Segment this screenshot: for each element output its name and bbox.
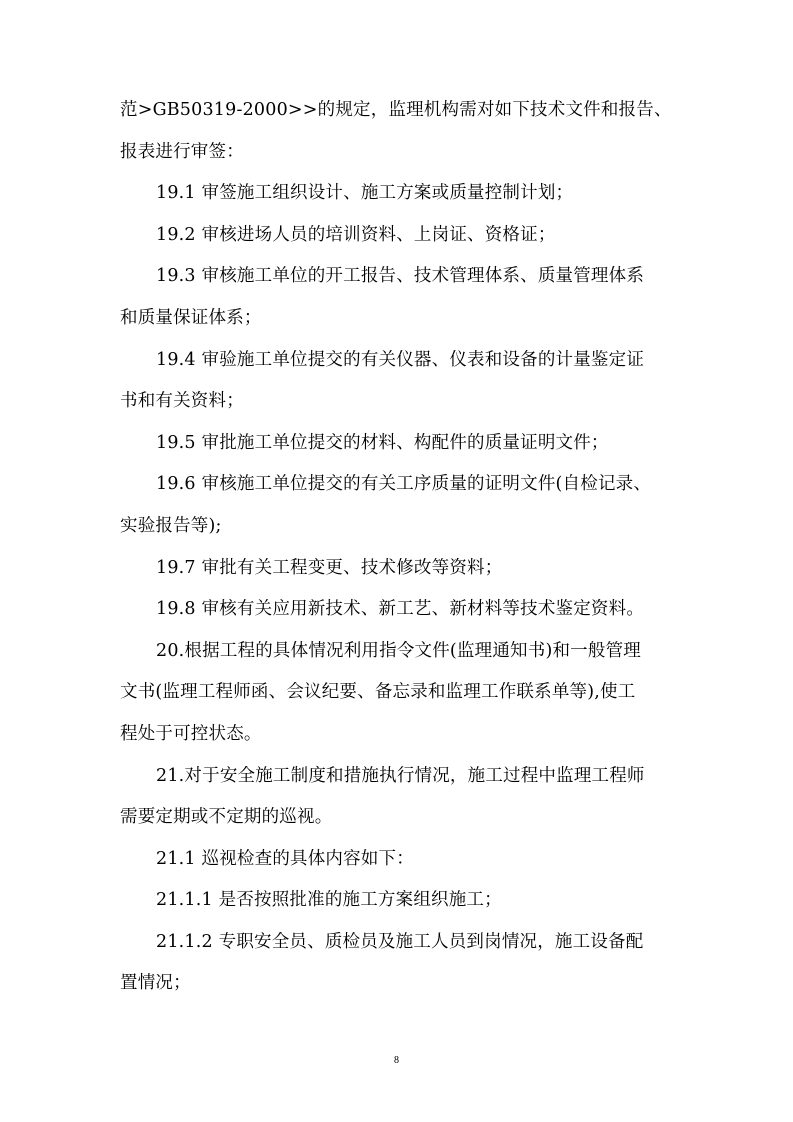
text-line: 20.根据工程的具体情况利用指令文件(监理通知书)和一般管理 <box>156 640 641 661</box>
text-line: 21.1.1 是否按照批准的施工方案组织施工； <box>156 890 502 911</box>
text-line: 置情况； <box>120 973 191 994</box>
text-line: 需要定期或不定期的巡视。 <box>120 807 333 828</box>
text-line: 程处于可控状态。 <box>120 723 262 744</box>
text-line: 书和有关资料； <box>120 391 244 412</box>
text-line: 19.8 审核有关应用新技术、新工艺、新材料等技术鉴定资料。 <box>156 599 645 620</box>
text-line: 范>GB50319-2000>>的规定，监理机构需对如下技术文件和报告、 <box>120 100 672 120</box>
text-line: 19.3 审核施工单位的开工报告、技术管理体系、质量管理体系 <box>156 266 645 287</box>
text-line: 21.对于安全施工制度和措施执行情况，施工过程中监理工程师 <box>156 765 645 786</box>
page-number: 8 <box>394 1055 399 1066</box>
text-line: 19.4 审验施工单位提交的有关仪器、仪表和设备的计量鉴定证 <box>156 349 645 370</box>
text-line: 报表进行审签： <box>120 141 244 162</box>
text-line: 21.1.2 专职安全员、质检员及施工人员到岗情况，施工设备配 <box>156 931 644 952</box>
body-text <box>120 90 680 1005</box>
text-line: 19.6 审核施工单位提交的有关工序质量的证明文件(自检记录、 <box>156 474 652 495</box>
text-line: 21.1 巡视检查的具体内容如下： <box>156 848 414 869</box>
text-line: 19.1 审签施工组织设计、施工方案或质量控制计划； <box>156 183 574 204</box>
text-line: 和质量保证体系； <box>120 307 262 328</box>
text-line: 19.7 审批有关工程变更、技术修改等资料； <box>156 557 503 578</box>
text-line: 文书(监理工程师函、会议纪要、备忘录和监理工作联系单等),使工 <box>120 682 636 703</box>
text-line: 实验报告等); <box>120 515 222 536</box>
text-line: 19.2 审核进场人员的培训资料、上岗证、资格证； <box>156 224 556 245</box>
text-line: 19.5 审批施工单位提交的材料、构配件的质量证明文件； <box>156 432 609 453</box>
